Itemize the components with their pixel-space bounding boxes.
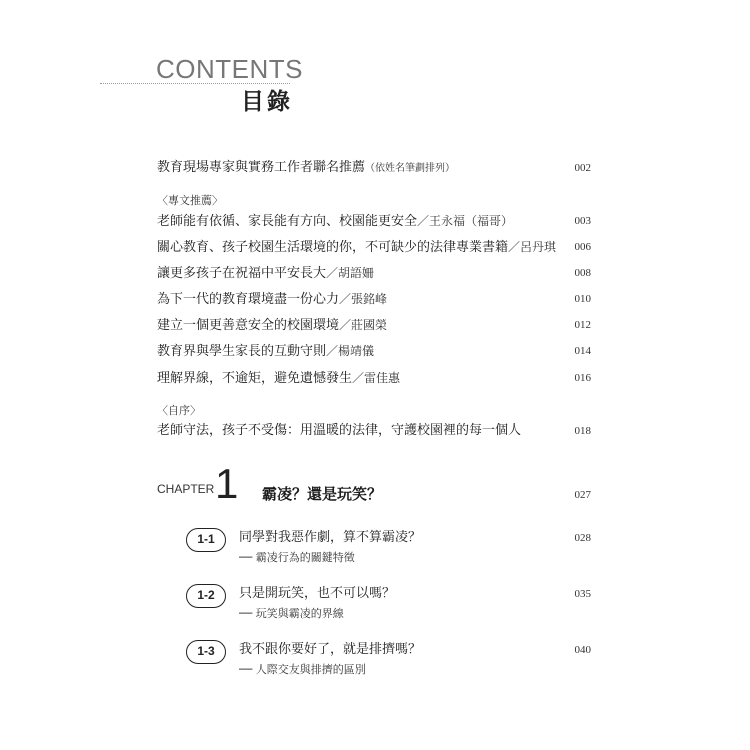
section-subtitle: ── 霸凌行為的關鍵特徵 (239, 551, 355, 564)
toc-entry-author: ／胡語姍 (326, 266, 375, 280)
toc-entry-title: 理解界線，不逾矩，避免遺憾發生／雷佳惠 (157, 371, 401, 386)
toc-section-item[interactable] (186, 640, 591, 684)
toc-entry-title: 老師守法，孩子不受傷：用溫暖的法律，守護校園裡的每一個人 (157, 423, 522, 438)
toc-page-number: 010 (574, 293, 591, 305)
toc-entry-note: （依姓名筆劃排列） (365, 163, 456, 174)
toc-entry-author: ／王永福（福哥） (417, 214, 514, 228)
section-number-badge: 1-1 (186, 528, 226, 552)
toc-entry-endorsements[interactable] (157, 158, 591, 178)
toc-page-number: 006 (574, 241, 591, 253)
toc-entry-recommend[interactable] (157, 341, 591, 361)
toc-entry-title: 關心教育、孩子校園生活環境的你，不可缺少的法律專業書籍／呂丹琪 (157, 240, 557, 255)
section-number-badge: 1-2 (186, 584, 226, 608)
toc-page-number: 003 (574, 215, 591, 227)
toc-entry-title: 教育界與學生家長的互動守則／楊靖儀 (157, 344, 375, 359)
toc-page-number: 012 (574, 319, 591, 331)
toc-entry-recommend[interactable] (157, 289, 591, 309)
toc-entry-recommend[interactable] (157, 368, 591, 388)
heading-dotted-rule (100, 83, 290, 84)
section-title: 同學對我惡作劇，算不算霸凌？ (239, 530, 422, 545)
toc-page-number: 035 (574, 588, 591, 600)
toc-entry-preface[interactable] (157, 421, 591, 441)
toc-entry-author: ／雷佳惠 (352, 371, 401, 385)
toc-entry-recommend[interactable] (157, 211, 591, 231)
toc-entry-title: 為下一代的教育環境盡一份心力／張銘峰 (157, 292, 388, 307)
toc-entry-author: ／莊國榮 (339, 318, 388, 332)
toc-page-number: 028 (574, 532, 591, 544)
toc-entry-title: 教育現場專家與實務工作者聯名推薦（依姓名筆劃排列） (157, 160, 456, 175)
toc-entry-author: ／楊靖儀 (326, 344, 375, 358)
section-subtitle: ── 人際交友與排擠的區別 (239, 663, 366, 676)
toc-section-item[interactable] (186, 528, 591, 572)
toc-entry-title: 建立一個更善意安全的校園環境／莊國榮 (157, 318, 388, 333)
chapter-number: 1 (215, 460, 239, 507)
toc-page-number: 014 (574, 345, 591, 357)
toc-entry-title: 讓更多孩子在祝福中平安長大／胡語姍 (157, 266, 375, 281)
toc-entry-author: ／張銘峰 (339, 292, 388, 306)
toc-entry-recommend[interactable] (157, 315, 591, 335)
contents-heading-zh: 目錄 (241, 89, 293, 115)
toc-entry-recommend[interactable] (157, 237, 591, 257)
toc-page-number: 016 (574, 372, 591, 384)
toc-entry-recommend[interactable] (157, 263, 591, 283)
contents-heading-en: CONTENTS (156, 54, 303, 84)
chapter-label: CHAPTER (157, 482, 215, 496)
section-label-recommend: 〈專文推薦〉 (157, 194, 223, 207)
section-title: 我不跟你要好了，就是排擠嗎？ (239, 642, 422, 657)
toc-page-number: 002 (574, 162, 591, 174)
toc-entry-author: ／呂丹琪 (508, 240, 557, 254)
section-label-preface: 〈自序〉 (157, 404, 201, 417)
chapter-page-number: 027 (574, 489, 591, 501)
toc-section-item[interactable] (186, 584, 591, 628)
chapter-title[interactable]: 霸凌？還是玩笑？ (262, 485, 383, 503)
section-subtitle: ── 玩笑與霸凌的界線 (239, 607, 344, 620)
toc-page-number: 018 (574, 425, 591, 437)
section-number-badge: 1-3 (186, 640, 226, 664)
toc-entry-title: 老師能有依循、家長能有方向、校園能更安全／王永福（福哥） (157, 214, 514, 229)
toc-page-number: 040 (574, 644, 591, 656)
section-title: 只是開玩笑，也不可以嗎？ (239, 586, 396, 601)
toc-page-number: 008 (574, 267, 591, 279)
